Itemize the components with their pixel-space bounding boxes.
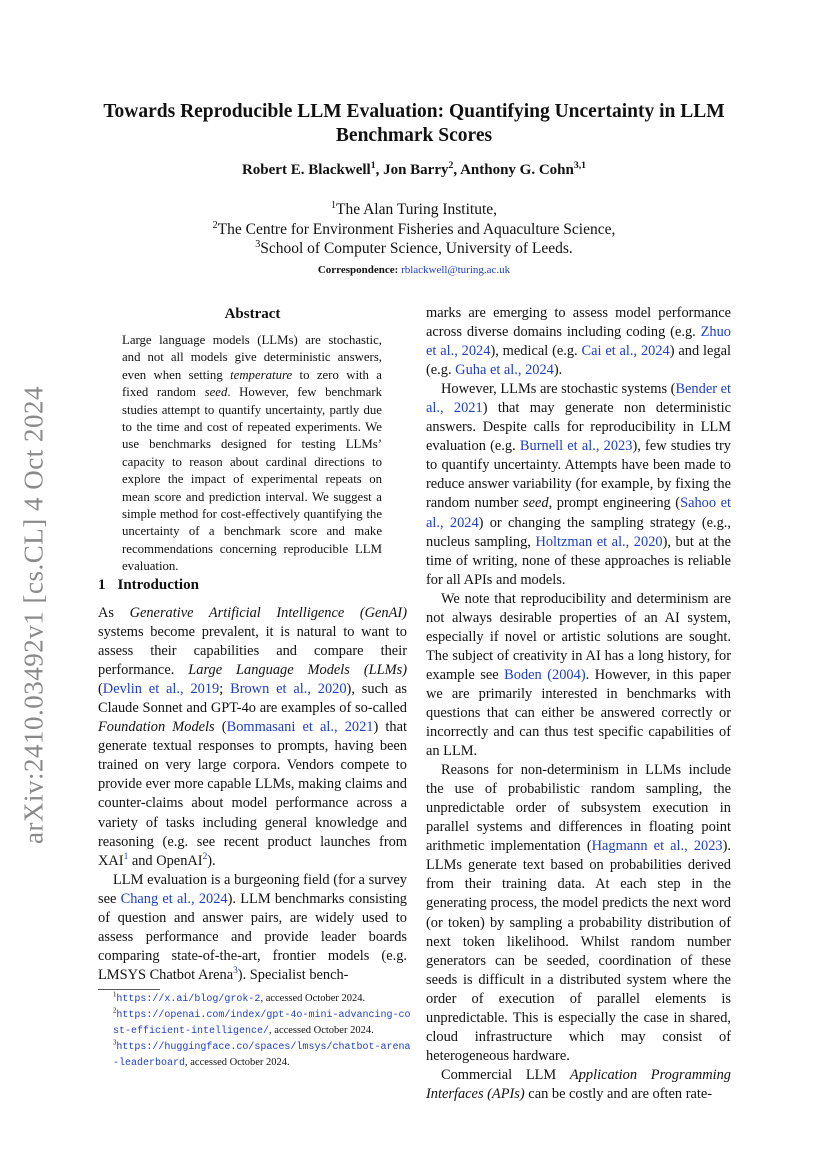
footnote-number: 3 (113, 1039, 117, 1047)
paragraph: However, LLMs are stochastic systems (Bender et al., 2021) that may generate non deterministic answers. Despite calls for reproducibility in LLM evaluation (e.g. Burnell et al., 2023), few studies try to quantify uncertainty. Attempts have been made to reduce answer variability (for example, by fixing the random number seed, prompt engineering (Sahoo et al., 2024) or changing the sampling strategy (e.g., nucleus sampling, Holtzman et al., 2020), but at the time of writing, none of these approaches is reliable for all APIs and models. (426, 381, 731, 588)
abstract-math: seed (204, 385, 228, 400)
footnote-url-link[interactable]: https://x.ai/blog/grok-2 (116, 994, 261, 1005)
author-name: Anthony G. Cohn (460, 162, 574, 178)
footnote-ref[interactable]: 2 (202, 851, 208, 862)
affiliation (60, 239, 768, 259)
paragraph: Commercial LLM Application Programming Interfaces (APIs) can be costly and are often rate- (426, 1066, 731, 1102)
section-heading-introduction (98, 577, 199, 594)
footnote-number: 1 (113, 991, 117, 999)
author-sup: 2 (448, 160, 454, 171)
citation-link[interactable]: Boden (2004) (504, 666, 586, 683)
abstract-span: Large language models (LLMs) are stochastic, and not all models give deterministic answers, even when setting (122, 333, 382, 382)
affiliation-sup: 1 (330, 199, 336, 211)
section-title: Introduction (117, 577, 199, 593)
affiliation-text: The Alan Turing Institute, (335, 201, 498, 218)
citation-link[interactable]: Holtzman et al., 2020 (535, 533, 663, 550)
author-list: Robert E. Blackwell$^1$, Jon Barry$^2$, Anthony G. Cohn$^{3,1}$ (241, 160, 587, 178)
abstract-heading: Abstract (224, 306, 281, 322)
affiliation-sup: 2 (212, 219, 218, 231)
citation-link[interactable]: Sahoo et al., 2024 (426, 495, 731, 531)
paragraph: marks are emerging to assess model performance across diverse domains including coding (e.g. Zhuo et al., 2024), medical (e.g. Cai et al., 2024) and legal (e.g. Guha et al., 2024). (426, 305, 731, 379)
footnote-url-link[interactable]: https://huggingface.co/spaces/lmsys/chatbot-arena-leaderboard (113, 1042, 411, 1069)
correspondence-label: Correspondence: (317, 264, 399, 276)
author-sup: 1 (370, 160, 376, 171)
citation-link[interactable]: Cai et al., 2024 (581, 343, 670, 360)
affiliation (60, 220, 768, 240)
citation-link[interactable]: Bender et al., 2021 (426, 381, 731, 417)
abstract-text (122, 332, 382, 576)
citation-link[interactable]: Guha et al., 2024 (455, 362, 554, 379)
footnote-url-link[interactable]: https://openai.com/index/gpt-4o-mini-advancing-cost-efficient-intelligence/ (113, 1010, 411, 1037)
citation-link[interactable]: Devlin et al., 2019 (102, 681, 220, 698)
left-column-body (98, 604, 407, 985)
citation-link[interactable]: Chang et al., 2024 (120, 890, 228, 907)
footnote-suffix: , accessed October 2024. (269, 1025, 374, 1036)
citation-link[interactable]: Bommasani et al., 2021 (226, 719, 374, 736)
paragraph: Reasons for non-determinism in LLMs include the use of probabilistic random sampling, the unpredictable order of subsystem execution in parallel systems and differences in floating point arithmetic implementation (Hagmann et al., 2023). LLMs generate text based on probabilities derived from their training data. At each step in the generating process, the model predicts the next word (or token) by sampling a probability distribution of next token likelihood. Whilst random number generators can be seeded, coordination of these seeds is difficult in a distributed system where the order of execution of parallel elements is unpredictable. This is especially the case in shared, cloud infrastructure which may consist of heterogeneous hardware. (426, 762, 731, 1064)
author-sup: 3,1 (573, 160, 587, 171)
footnote-number: 2 (113, 1007, 117, 1015)
citation-link[interactable]: Hagmann et al., 2023 (591, 838, 723, 855)
footnote-ref[interactable]: 3 (233, 966, 238, 977)
abstract-span: . However, few benchmark studies attempt to quantify uncertainty, partly due to the time and cost of repeated experiments. We use benchmarks designed for testing LLMs’ capacity to reason about cardinal directions to explore the impact of experimental repeats on mean score and prediction interval. We suggest a simple method for cost-effectively quantifying the uncertainty of a benchmark score and make recommendations concerning reproducible LLM evaluation. (122, 385, 382, 574)
footnote (98, 1039, 413, 1071)
correspondence (60, 263, 768, 277)
correspondence-email-link[interactable]: rblackwell@turing.ac.uk (401, 264, 511, 276)
paragraph: LLM evaluation is a burgeoning field (for a survey see Chang et al., 2024). LLM benchmarks consisting of question and answer pairs, are widely used to assess performance and provide leader boards comparing state-of-the-art, frontier models (e.g. LMSYS Chatbot Arena$^3$). Specialist bench- (98, 871, 407, 983)
author-name: Robert E. Blackwell (241, 162, 371, 178)
arxiv-stamp (4, 380, 64, 850)
affiliation-sup: 3 (255, 238, 261, 250)
footnote-ref[interactable]: 1 (123, 851, 129, 862)
abstract-math: temperature (230, 367, 293, 382)
footnote (98, 991, 413, 1007)
citation-link[interactable]: Burnell et al., 2023 (519, 438, 633, 455)
author-name: Jon Barry (383, 162, 449, 178)
paragraph: We note that reproducibility and determinism are not always desirable properties of an AI system, especially if novel or artistic solutions are sought. The subject of creativity in AI has a long history, for example see Boden (2004). However, in this paper we are primarily interested in benchmarks with questions that can either be answered correctly or incorrectly and can thus test specific capabilities of an LLM. (426, 590, 731, 760)
paragraph: As Generative Artificial Intelligence (GenAI) systems become prevalent, it is natural to want to assess their capabilities and compare their performance. Large Language Models (LLMs) (Devlin et al., 2019; Brown et al., 2020), such as Claude Sonnet and GPT-4o are examples of so-called Foundation Models (Bommasani et al., 2021) that generate textual responses to prompts, having been trained on very large corpora. Vendors compete to provide ever more capable LLMs, making claims and counter-claims about model performance across a variety of tasks including general knowledge and reasoning (e.g. see recent product launches from XAI$^1$ and OpenAI$^2$). (98, 605, 408, 869)
affiliation-text: The Centre for Environment Fisheries and Aquaculture Science, (217, 220, 616, 238)
affiliation (60, 200, 768, 220)
footnote-suffix: , accessed October 2024. (185, 1057, 290, 1068)
abstract-span: to zero with a fixed random (122, 367, 382, 400)
citation-link[interactable]: Zhuo et al., 2024 (426, 324, 731, 360)
right-column-body (426, 304, 731, 1104)
citation-link[interactable]: Brown et al., 2020 (230, 681, 347, 698)
footnote (98, 1007, 413, 1039)
affiliation-text: School of Computer Science, University of Leeds. (260, 240, 573, 257)
section-number: 1 (98, 577, 106, 593)
affiliations (60, 200, 768, 259)
arxiv-stamp-text: arXiv:2410.03492v1 [cs.CL] 4 Oct 2024 (18, 386, 49, 844)
paper-title: Towards Reproducible LLM Evaluation: Quantifying Uncertainty in LLM Benchmark Scores (103, 101, 725, 146)
footnote-rule (98, 989, 160, 990)
footnote-suffix: , accessed October 2024. (260, 993, 366, 1004)
footnotes (98, 991, 413, 1071)
